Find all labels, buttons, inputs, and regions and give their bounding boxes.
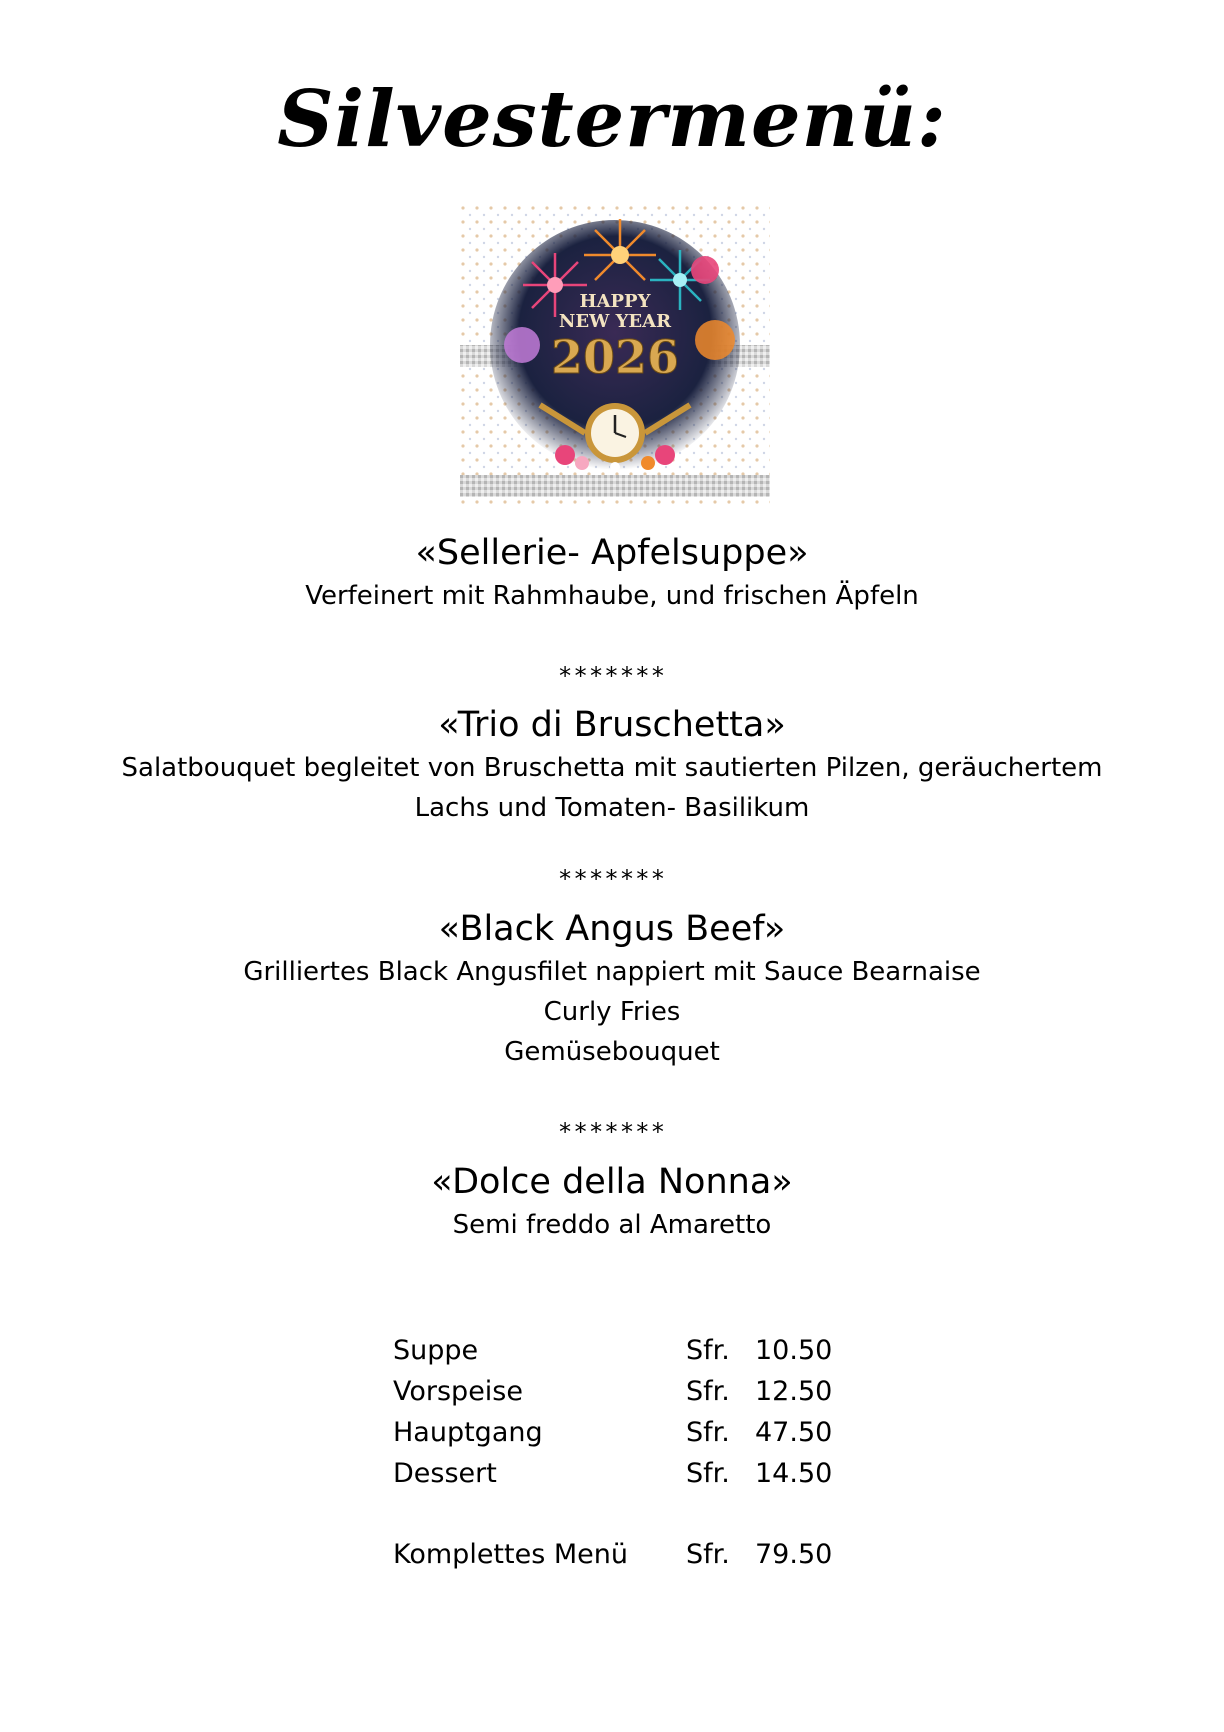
price-currency: Sfr. [686, 1417, 730, 1448]
price-label: Suppe [393, 1335, 479, 1366]
course-main [0, 906, 1224, 1072]
dish-name: «Trio di Bruschetta» [438, 705, 786, 745]
dish-description: Semi freddo al Amaretto [452, 1210, 772, 1240]
price-amount: 47.50 [755, 1417, 833, 1448]
price-currency: Sfr. [686, 1335, 730, 1366]
dish-description: Salatbouquet begleitet von Bruschetta mit sautierten Pilzen, geräuchertem [121, 753, 1103, 783]
total-amount: 79.50 [755, 1539, 833, 1570]
banner-year-text: 2026 [550, 330, 680, 384]
price-amount: 10.50 [755, 1335, 833, 1366]
dish-name: «Dolce della Nonna» [431, 1162, 793, 1202]
price-label: Dessert [393, 1458, 497, 1489]
price-label: Hauptgang [393, 1417, 543, 1448]
dish-description: Grilliertes Black Angusfilet nappiert mit Sauce Bearnaise [243, 957, 981, 987]
dish-name: «Sellerie- Apfelsuppe» [415, 533, 809, 573]
banner-new-year-text: NEW YEAR [558, 311, 672, 332]
price-amount: 14.50 [755, 1458, 833, 1489]
dish-name: «Black Angus Beef» [438, 909, 786, 949]
banner-happy-text: HAPPY [579, 291, 651, 312]
price-amount: 12.50 [755, 1376, 833, 1407]
dish-description: Verfeinert mit Rahmhaube, und frischen Äpfeln [305, 581, 919, 611]
course-starter [0, 702, 1224, 828]
price-label: Vorspeise [393, 1376, 523, 1407]
menu-title: Silvestermenü: [277, 74, 947, 165]
total-label: Komplettes Menü [393, 1539, 628, 1570]
silver-band-bottom [460, 475, 770, 497]
course-soup [0, 530, 1224, 616]
dish-description: Curly Fries [543, 997, 681, 1027]
new-year-banner-image [460, 205, 770, 505]
dish-description: Lachs und Tomaten- Basilikum [414, 793, 810, 823]
course-separator: ******* [557, 662, 667, 690]
price-currency: Sfr. [686, 1458, 730, 1489]
dish-description: Gemüsebouquet [504, 1037, 720, 1067]
price-currency: Sfr. [686, 1376, 730, 1407]
course-dessert [0, 1159, 1224, 1245]
course-separator: ******* [557, 1118, 667, 1146]
total-currency: Sfr. [686, 1539, 730, 1570]
course-separator: ******* [557, 865, 667, 893]
